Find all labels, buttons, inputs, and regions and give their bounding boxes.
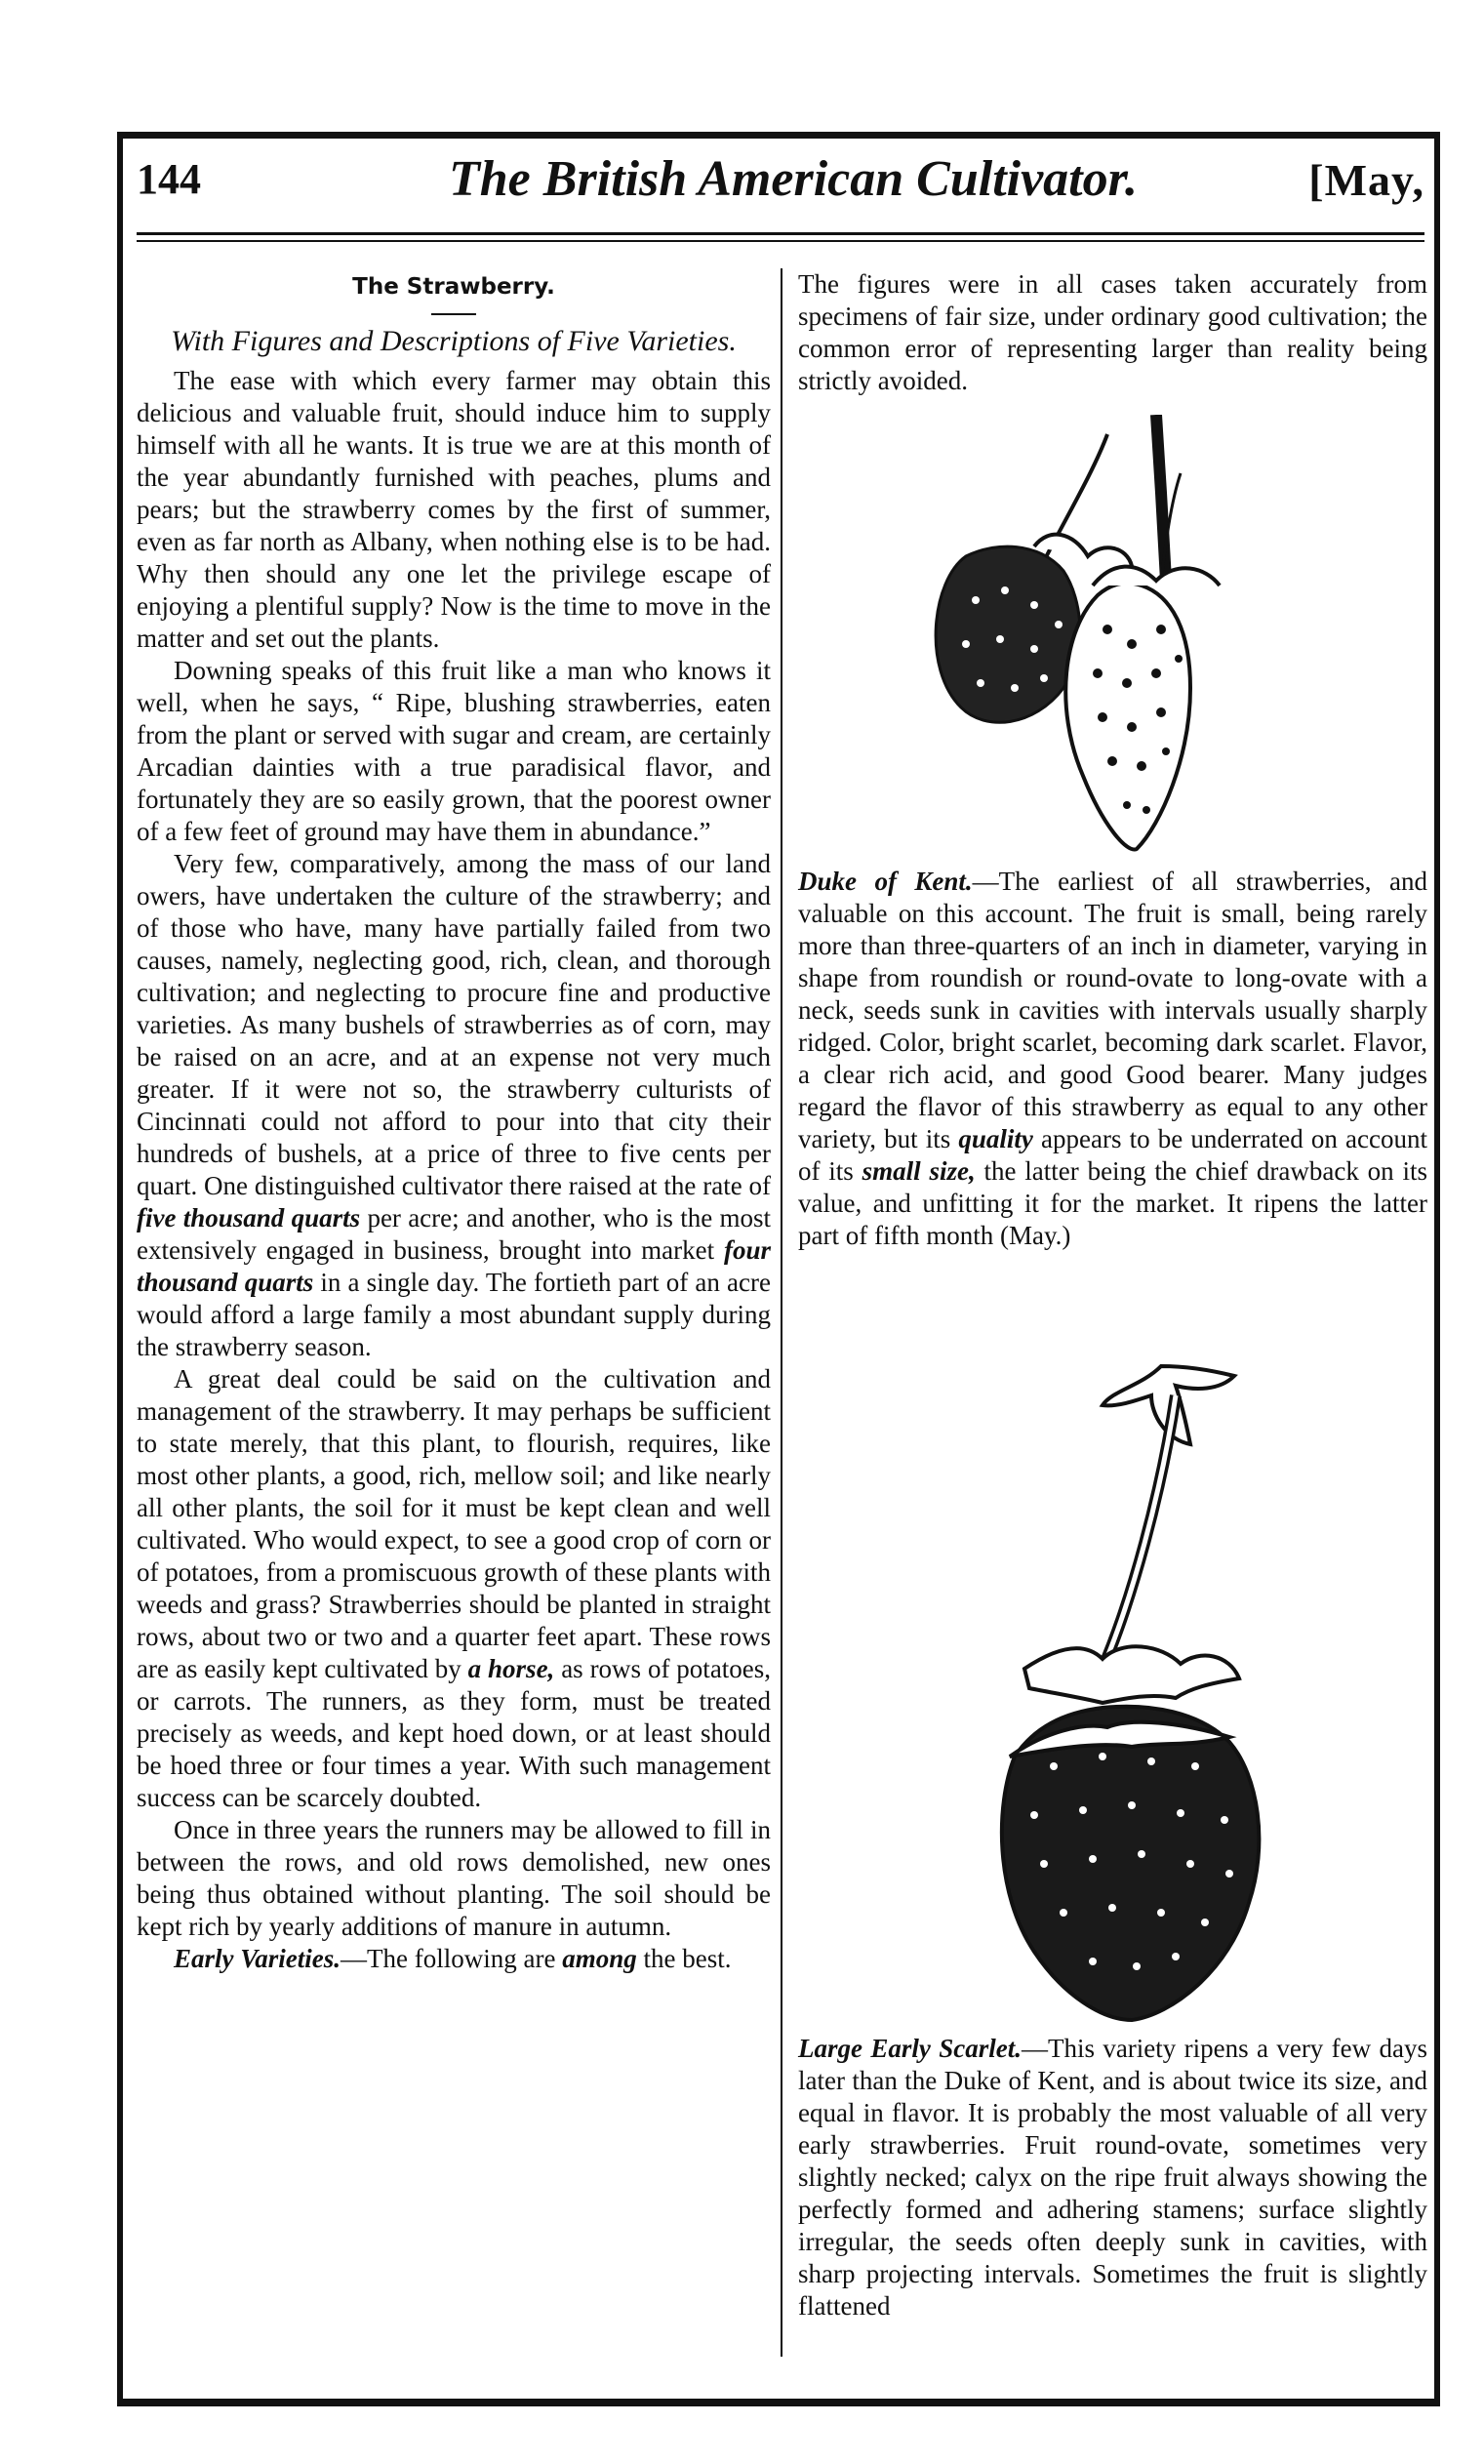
emphasis: four thousand quarts: [137, 1235, 771, 1297]
strawberry-large-early-scarlet-illustration: [937, 1347, 1346, 2030]
issue-month: [May,: [1308, 155, 1424, 205]
strawberry-duke-of-kent-illustration: [927, 415, 1317, 859]
page-border-top: [117, 132, 1440, 139]
page-border-left: [117, 132, 123, 2405]
page-header: [137, 151, 1424, 222]
left-column: [137, 271, 771, 1975]
duke-of-kent-description: Duke of Kent.—The earliest of all strawberries, and valuable on this account. The fruit is small, being rarely more than three-quarters of an inch in diameter, varying in shape from roundish or round-ovate to long-ovate with a neck, seeds sunk in cavities with intervals usually sharply ridged. Color, bright scarlet, becoming dark scarlet. Flavor, a clear rich acid, and good Good bearer. Many judges regard the flavor of this strawberry as equal to any other variety, but its quality appears to be underrated on account of its small size, the latter being the chief drawback on its value, and unfitting it for the market. It ripens the latter part of fifth month (May.): [798, 867, 1428, 1250]
paragraph: A great deal could be said on the cultivation and management of the strawberry. It may perhaps be sufficient to state merely, that this plant, to flourish, requires, like most other plants, a good, rich, mellow soil; and like nearly all other plants, the soil for it must be kept clean and well cultivated. Who would expect, to see a good crop of corn or of potatoes, from a promiscuous growth of these plants with weeds and grass? Strawberries should be planted in straight rows, about two or two and a quarter feet apart. These rows are as easily kept cultivated by a horse, as rows of potatoes, or carrots. The runners, as they form, must be treated precisely as weeds, and kept hoed down, or at least should be hoed three or four times a year. With such management success can be scarcely doubted.: [137, 1364, 772, 1812]
section-heading: Early Varieties.: [174, 1944, 341, 1973]
page-border-bottom: [117, 2399, 1440, 2406]
journal-title: The British American Cultivator.: [449, 151, 1138, 207]
paragraph: The ease with which every farmer may obtain this delicious and valuable fruit, should induce him to supply himself with all he wants. It is true we are at this month of the year abundantly furnished with peaches, plums and pears; but the strawberry comes by the first of summer, even as far north as Albany, when nothing else is to be had. Why then should any one let the privilege escape of enjoying a plentiful supply? Now is the time to move in the matter and set out the plants.: [137, 366, 771, 653]
paragraph: The figures were in all cases taken accurately from specimens of fair size, under ordinary good cultivation; the common error of representing larger than reality being strictly avoided.: [798, 269, 1427, 395]
page-number: 144: [137, 155, 201, 203]
header-rule-thin: [137, 240, 1424, 242]
variety-name: Duke of Kent.: [798, 867, 973, 896]
paragraph: Once in three years the runners may be allowed to fill in between the rows, and old rows demolished, new ones being thus obtained without planting. The soil should be kept rich by yearly additions of manure in autumn.: [137, 1815, 771, 1941]
paragraph: Very few, comparatively, among the mass of our land owers, have undertaken the culture of the strawberry; and of those who have, many have partially failed from two causes, namely, neglecting good, rich, clean, and thorough cultivation; and neglecting to procure fine and productive varieties. As many bushels of strawberries as of corn, may be raised on an acre, and at an expense not very much greater. If it were not so, the strawberry culturists of Cincinnati could not afford to pour into that city their hundreds of bushels, at a price of three to five cents per quart. One distinguished cultivator there raised at the rate of five thousand quarts per acre; and another, who is the most extensively engaged in business, brought into market four thousand quarts in a single day. The fortieth part of an acre would afford a large family a most abundant supply during the strawberry season.: [137, 849, 771, 1361]
article-title: The Strawberry.: [352, 274, 555, 300]
page-border-right: [1434, 132, 1440, 2405]
emphasis: a horse,: [467, 1654, 555, 1683]
right-column-intro: [798, 268, 1427, 397]
paragraph: Early Varieties.—The following are among the best.: [174, 1944, 732, 1973]
title-rule: [431, 313, 476, 315]
variety-name: Large Early Scarlet.: [798, 2034, 1022, 2063]
header-rule: [137, 232, 1424, 235]
paragraph: Downing speaks of this fruit like a man who knows it well, when he says, “ Ripe, blushing strawberries, eaten from the plant or served with sugar and cream, are certainly Arcadian dainties with a true paradisical flavor, and fortunately they are so easily grown, that the poorest owner of a few feet of ground may have them in abundance.”: [137, 656, 771, 846]
article-subtitle: With Figures and Descriptions of Five Varieties.: [171, 325, 737, 357]
large-early-scarlet-description: Large Early Scarlet.—This variety ripens a very few days later than the Duke of Kent, and is about twice its size, and equal in flavor. It is probably the most valuable of all very early strawberries. Fruit round-ovate, sometimes very slightly necked; calyx on the ripe fruit always showing the perfectly formed and adhering stamens; surface slightly irregular, the seeds often deeply sunk in cavities, with sharp projecting intervals. Sometimes the fruit is slightly flattened: [798, 2034, 1427, 2321]
emphasis: five thousand quarts: [137, 1203, 361, 1232]
column-divider: [781, 268, 782, 2357]
